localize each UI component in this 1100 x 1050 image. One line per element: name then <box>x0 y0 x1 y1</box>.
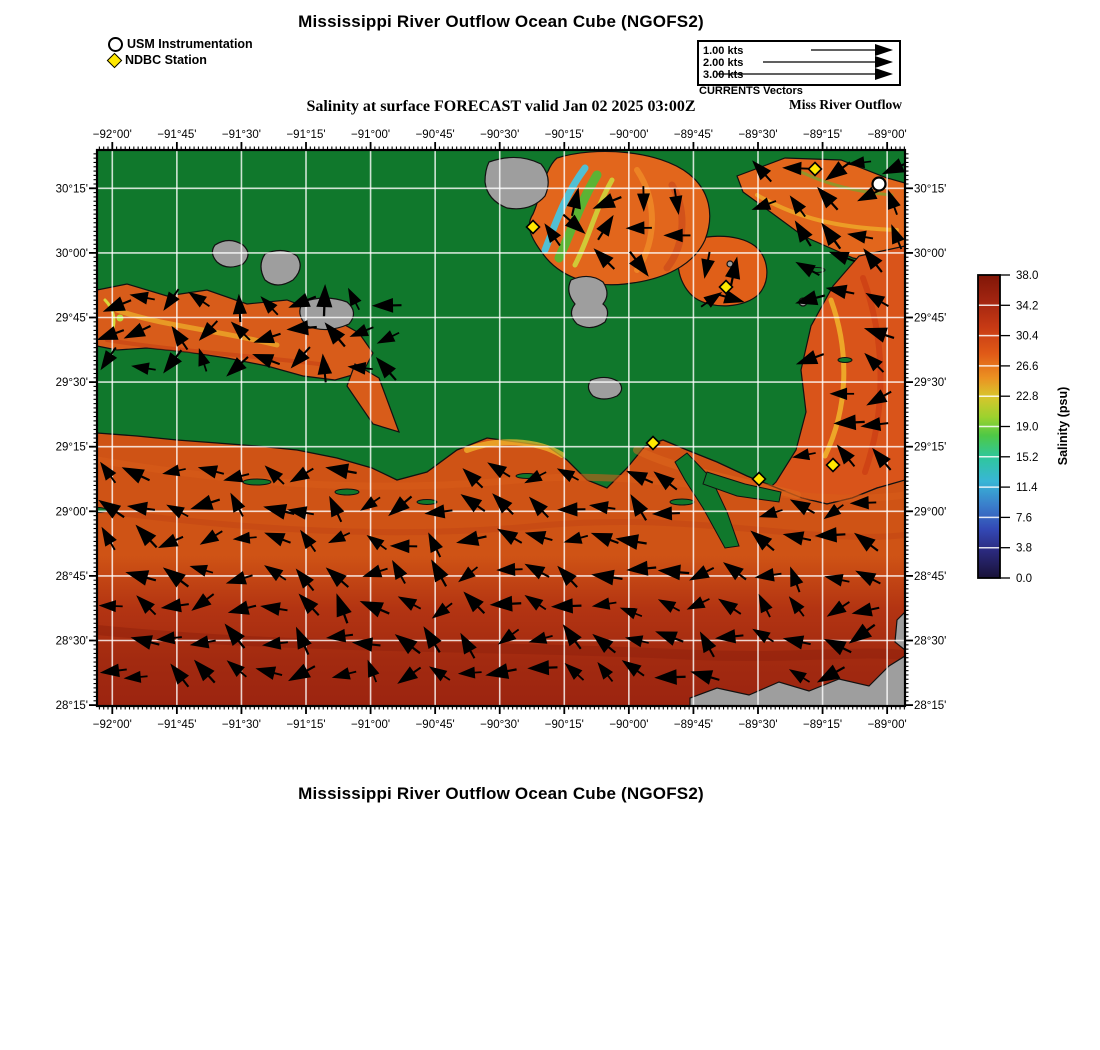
svg-text:−91°15': −91°15' <box>286 129 326 141</box>
svg-text:−89°00': −89°00' <box>867 719 907 731</box>
currents-scale-arrows <box>699 42 895 80</box>
svg-text:34.2: 34.2 <box>1016 300 1039 313</box>
svg-text:−90°30': −90°30' <box>480 719 520 731</box>
svg-text:−90°45': −90°45' <box>415 719 455 731</box>
salinity-colorbar <box>968 262 1096 598</box>
svg-text:29°00': 29°00' <box>914 506 947 519</box>
currents-scale-box <box>697 40 901 86</box>
svg-text:29°15': 29°15' <box>55 441 88 454</box>
svg-text:−91°15': −91°15' <box>286 719 326 731</box>
svg-text:−91°45': −91°45' <box>157 129 197 141</box>
svg-text:26.6: 26.6 <box>1016 360 1039 373</box>
svg-text:29°45': 29°45' <box>914 312 947 325</box>
svg-text:19.0: 19.0 <box>1016 421 1039 434</box>
svg-text:−89°15': −89°15' <box>803 129 843 141</box>
svg-text:7.6: 7.6 <box>1016 512 1032 525</box>
svg-text:−90°00': −90°00' <box>609 719 649 731</box>
svg-text:29°15': 29°15' <box>914 441 947 454</box>
svg-text:29°45': 29°45' <box>55 312 88 325</box>
colorbar-title: Salinity (psu) <box>1056 386 1070 466</box>
svg-text:28°45': 28°45' <box>914 570 947 583</box>
miss-river-outflow-label: Miss River Outflow <box>789 97 902 112</box>
ndbc-diamond-icon <box>107 52 123 68</box>
map-symbols-legend <box>108 36 253 68</box>
svg-text:1.00 kts: 1.00 kts <box>703 45 744 57</box>
svg-text:−90°15': −90°15' <box>544 719 584 731</box>
svg-text:28°15': 28°15' <box>55 700 88 713</box>
legend-row-usm <box>108 36 253 52</box>
salinity-map <box>40 118 970 738</box>
page-title: Mississippi River Outflow Ocean Cube (NGOFS2) <box>298 12 704 31</box>
svg-text:−92°00': −92°00' <box>92 719 132 731</box>
legend-label-ndbc: NDBC Station <box>125 53 207 67</box>
svg-text:−91°00': −91°00' <box>351 719 391 731</box>
svg-text:−89°45': −89°45' <box>673 129 713 141</box>
svg-text:30°15': 30°15' <box>914 183 947 196</box>
svg-text:30°00': 30°00' <box>914 247 947 260</box>
forecast-subtitle: Salinity at surface FORECAST valid Jan 02 2025 03:00Z <box>306 98 696 115</box>
svg-text:30°00': 30°00' <box>55 247 88 260</box>
svg-text:−89°30': −89°30' <box>738 719 778 731</box>
svg-text:3.8: 3.8 <box>1016 542 1032 555</box>
svg-text:28°30': 28°30' <box>55 635 88 648</box>
svg-text:−90°45': −90°45' <box>415 129 455 141</box>
legend-row-ndbc <box>108 52 253 68</box>
svg-text:29°00': 29°00' <box>55 506 88 519</box>
svg-text:2.00 kts: 2.00 kts <box>703 57 744 69</box>
usm-station-marker <box>873 178 886 191</box>
svg-text:30°15': 30°15' <box>55 183 88 196</box>
currents-caption: CURRENTS Vectors <box>699 85 803 97</box>
svg-text:−91°30': −91°30' <box>221 129 261 141</box>
svg-text:−91°45': −91°45' <box>157 719 197 731</box>
map-content <box>87 150 913 706</box>
svg-text:28°45': 28°45' <box>55 570 88 583</box>
svg-text:−92°00': −92°00' <box>92 129 132 141</box>
svg-text:0.0: 0.0 <box>1016 573 1032 585</box>
svg-text:15.2: 15.2 <box>1016 451 1039 464</box>
svg-text:−89°15': −89°15' <box>803 719 843 731</box>
svg-text:−89°30': −89°30' <box>738 129 778 141</box>
svg-text:−89°45': −89°45' <box>673 719 713 731</box>
svg-text:38.0: 38.0 <box>1016 270 1039 282</box>
svg-text:28°15': 28°15' <box>914 700 947 713</box>
svg-text:11.4: 11.4 <box>1016 482 1038 495</box>
legend-label-usm: USM Instrumentation <box>127 37 253 51</box>
svg-text:28°30': 28°30' <box>914 635 947 648</box>
svg-text:3.00 kts: 3.00 kts <box>703 69 744 80</box>
svg-text:−91°30': −91°30' <box>221 719 261 731</box>
bottom-page-title: Mississippi River Outflow Ocean Cube (NGOFS2) <box>298 784 704 803</box>
svg-text:30.4: 30.4 <box>1016 330 1039 343</box>
svg-text:29°30': 29°30' <box>55 377 88 390</box>
svg-text:22.8: 22.8 <box>1016 391 1039 404</box>
svg-text:−90°00': −90°00' <box>609 129 649 141</box>
svg-text:−90°15': −90°15' <box>544 129 584 141</box>
svg-text:29°30': 29°30' <box>914 377 947 390</box>
svg-text:−90°30': −90°30' <box>480 129 520 141</box>
usm-circle-icon <box>108 37 123 52</box>
svg-text:−91°00': −91°00' <box>351 129 391 141</box>
svg-text:−89°00': −89°00' <box>867 129 907 141</box>
